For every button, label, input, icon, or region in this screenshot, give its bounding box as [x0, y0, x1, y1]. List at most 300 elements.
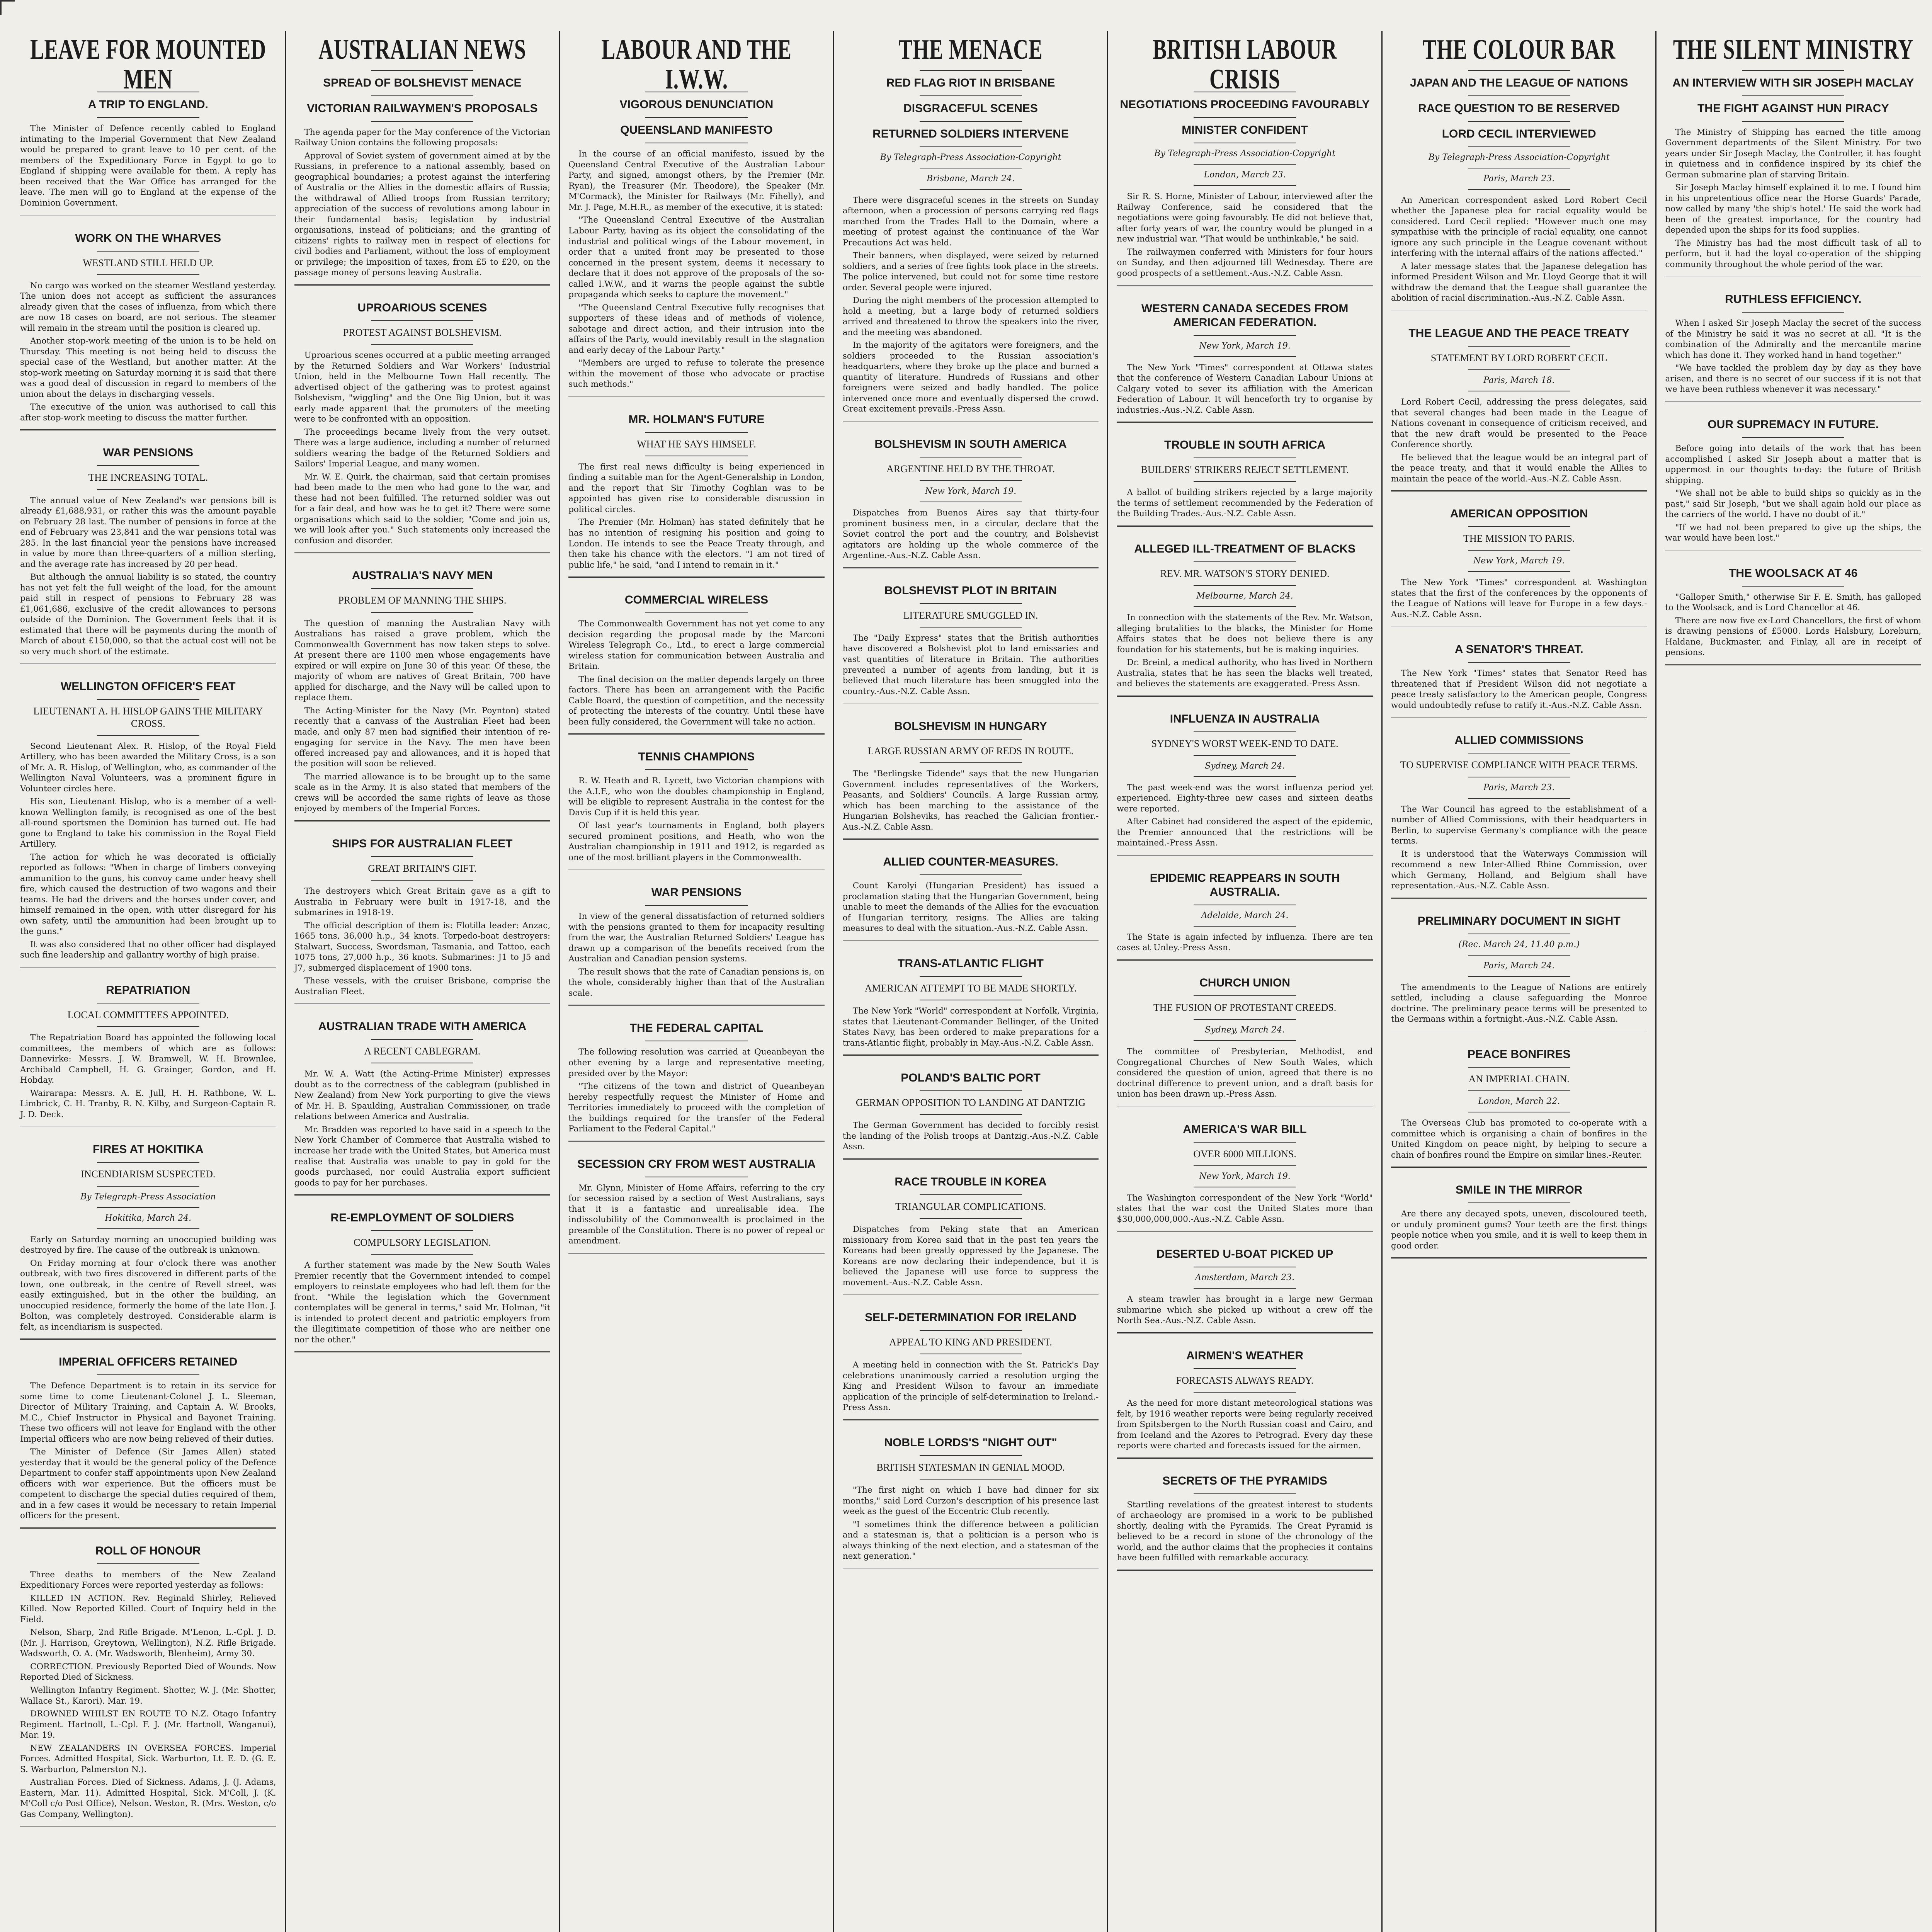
headline-rule — [1194, 117, 1296, 118]
article-subhead: WHAT HE SAYS HIMSELF. — [637, 438, 756, 450]
article-headline: AUSTRALIA'S NAVY MEN — [352, 569, 493, 582]
paragraph: No cargo was worked on the steamer Westland yesterday. The union does not accept as sufficient the assurances already given that the cases of influenza, from which there are now 18 cases on board, are not serious. The steamer will remain in the stream until the position is cleared up. — [20, 281, 276, 333]
article-headline: ALLEGED ILL-TREATMENT OF BLACKS — [1134, 542, 1355, 555]
article-separator — [843, 1054, 1099, 1056]
column-3 — [559, 31, 833, 1932]
article — [1117, 1247, 1373, 1333]
article-subhead: OVER 6000 MILLIONS. — [1193, 1148, 1296, 1160]
article-subhead: SPREAD OF BOLSHEVIST MENACE — [323, 76, 522, 89]
article — [843, 1175, 1099, 1295]
paragraph: After Cabinet had considered the aspect of the epidemic, the Premier announced that the restrictions will be maintained.-Press Assn. — [1117, 817, 1373, 848]
headline-rule — [920, 146, 1022, 147]
article-headline: LEAVE FOR MOUNTED MEN — [30, 34, 266, 95]
paragraph: These vessels, with the cruiser Brisbane, comprise the Australian Fleet. — [294, 976, 551, 997]
headline-rule — [97, 1374, 199, 1375]
paragraph: In the course of an official manifesto, issued by the Queensland Central Executive of the Australian Labour Party, and signed, amongst others, by the Premier (Mr. Ryan), the Treasurer (Mr. Theodore), the Speaker (Mr. M'Cormack), the Minister for Railways (Mr. Fihelly), and Mr. J. Page, M.H.R., as member of the executive, it is stated: — [568, 149, 825, 212]
headline-rule — [1468, 976, 1570, 977]
paragraph: The New York "Times" correspondent at Ottawa states that the conference of Western Canadian Labour Unions at Calgary voted to sever its affiliation with the American Federation of Labour. It will henceforth try to organise by industries.-Aus.-N.Z. Cable Assn. — [1117, 362, 1373, 415]
article — [843, 719, 1099, 840]
article — [1117, 542, 1373, 697]
article-separator — [1117, 285, 1373, 286]
headline-rule — [1194, 1493, 1296, 1494]
article-headline: WELLINGTON OFFICER'S FEAT — [60, 680, 236, 693]
headline-rule — [1194, 926, 1296, 927]
article-subhead: LITERATURE SMUGGLED IN. — [903, 609, 1038, 621]
article-separator — [294, 1351, 551, 1352]
article-subhead: VIGOROUS DENUNCIATION — [619, 98, 774, 111]
article-subhead: STATEMENT BY LORD ROBERT CECIL — [1430, 352, 1607, 364]
article-body — [20, 1032, 276, 1120]
headline-rule — [645, 117, 748, 118]
article-subhead: LIEUTENANT A. H. HISLOP GAINS THE MILITARY CROSS. — [33, 706, 263, 729]
article — [1117, 1474, 1373, 1571]
headline-rule — [371, 344, 473, 345]
headline-rule — [1194, 776, 1296, 777]
paragraph: Three deaths to members of the New Zealand Expeditionary Forces were reported yesterday as follows: — [20, 1570, 276, 1590]
article-separator — [568, 869, 825, 870]
headline-rule — [1194, 457, 1296, 458]
article-headline: PRELIMINARY DOCUMENT IN SIGHT — [1417, 914, 1621, 927]
paragraph: "The Queensland Central Executive fully recognises that supporters of these ideas and of methods of violence, sabotage and direct action, and their intrusion into the affairs of the Party, would inevitably result in the stagnation and early decay of the Labour Party." — [568, 303, 825, 355]
paragraph: Are there any decayed spots, uneven, discoloured teeth, or unduly prominent gums? Your teeth are the first things people notice when you smile, and it is well to keep them in good order. — [1391, 1209, 1647, 1251]
article-body — [568, 911, 825, 998]
headline-rule — [920, 480, 1022, 481]
paragraph: It was also considered that no other officer had displayed such fine leadership and gallantry worthy of high praise. — [20, 939, 276, 960]
headline-rule — [97, 1563, 199, 1564]
article-headline: SECESSION CRY FROM WEST AUSTRALIA — [577, 1157, 816, 1170]
headline-rule — [1468, 571, 1570, 572]
paragraph: Australian Forces. Died of Sickness. Adams, J. (J. Adams, Eastern, Mar. 11). Admitted Hospital, Sick. M'Coll, J. (K. M'Coll c/o Post Office), Nelson. Weston, R. (Mrs. Weston, c/o Gas Company, Wellington). — [20, 1777, 276, 1819]
article-body — [20, 123, 276, 208]
article-headline: AMERICA'S WAR BILL — [1183, 1122, 1307, 1136]
article-body — [568, 462, 825, 570]
article-headline: PEACE BONFIRES — [1467, 1048, 1571, 1061]
article-body — [568, 1047, 825, 1134]
paragraph: Mr. W. E. Quirk, the chairman, said that certain promises had been made to the men who had gone to the war, and these had not been fulfilled. The returned soldier was out for a fair deal, and how was he to get it? There were some organisations which said to the soldier, "Come and join us, we will look after you." Such statements only increased the confusion and disorder. — [294, 472, 551, 546]
article-body — [843, 1120, 1099, 1152]
article-separator — [20, 215, 276, 216]
article-separator — [1391, 898, 1647, 899]
headline-rule — [1194, 356, 1296, 357]
article — [843, 1071, 1099, 1160]
article-body — [1117, 191, 1373, 279]
paragraph: Early on Saturday morning an unoccupied building was destroyed by fire. The cause of the outbreak is unknown. — [20, 1235, 276, 1255]
article — [20, 1355, 276, 1529]
paragraph: The State is again infected by influenza. There are ten cases at Unley.-Press Assn. — [1117, 932, 1373, 953]
paragraph: Lord Robert Cecil, addressing the press delegates, said that several changes had been made in the League of Nations covenant in consequence of criticism received, and that the new draft would be presented to the Peace Conference shortly. — [1391, 397, 1647, 450]
paragraph: In connection with the statements of the Rev. Mr. Watson, alleging brutalities to the blacks, the Minister for Home Affairs states that he does not believe there is any foundation for his statements, but he is making inquiries. — [1117, 613, 1373, 655]
article-subhead: LOCAL COMMITTEES APPOINTED. — [67, 1009, 229, 1020]
article-headline: THE FEDERAL CAPITAL — [629, 1022, 764, 1035]
article-headline: TENNIS CHAMPIONS — [638, 750, 755, 764]
article-body — [294, 618, 551, 814]
article-subhead: THE FIGHT AGAINST HUN PIRACY — [1697, 102, 1889, 115]
article — [294, 1211, 551, 1352]
paragraph: The action for which he was decorated is officially reported as follows: "When in charge of limbers conveying ammunition to the guns, his convoy came under heavy shell fire, which caused the destruction of two wagons and their teams. He had the drivers and the horses under cover, and himself remained in the open, with utter disregard for his own safety, until the ammunition had been brought up to the guns." — [20, 852, 276, 937]
article-headline: WAR PENSIONS — [103, 446, 193, 459]
article — [20, 446, 276, 664]
article-subhead: By Telegraph-Press Association-Copyright — [1154, 149, 1336, 159]
headline-rule — [1194, 606, 1296, 607]
article-body — [843, 1485, 1099, 1562]
article-separator — [843, 940, 1099, 941]
article-body — [843, 633, 1099, 697]
article-body — [1391, 804, 1647, 891]
article-headline: LABOUR AND THE I.W.W. — [601, 34, 792, 95]
article — [1117, 712, 1373, 856]
article — [568, 1021, 825, 1141]
headline-rule — [371, 1254, 473, 1255]
article-headline: THE COLOUR BAR — [1422, 34, 1616, 65]
article-separator — [1391, 490, 1647, 492]
article — [294, 35, 551, 286]
article-subhead: THE MISSION TO PARIS. — [1463, 533, 1575, 544]
article — [1391, 914, 1647, 1032]
article — [1117, 302, 1373, 423]
article-subhead: AN INTERVIEW WITH SIR JOSEPH MACLAY — [1672, 76, 1914, 89]
paragraph: The Overseas Club has promoted to co-operate with a committee which is organising a chain of bonfires in the United Kingdom on peace night, by helping to secure a chain of bonfires round the Empire on similar lines.-Reuter. — [1391, 1118, 1647, 1160]
article-separator — [294, 1194, 551, 1196]
headline-rule — [1468, 550, 1570, 551]
article-headline: COMMERCIAL WIRELESS — [624, 594, 768, 607]
paragraph: As the need for more distant meteorological stations was felt, by 1916 weather reports were being regularly received from Spitsbergen to the North Russian coast and Cairo, and from Iceland and the Azores to Petrograd. Every day these reports were charted and forecasts issued for the airmen. — [1117, 1398, 1373, 1451]
headline-rule — [97, 1207, 199, 1208]
article-subhead: BUILDERS' STRIKERS REJECT SETTLEMENT. — [1141, 464, 1349, 476]
paragraph: The married allowance is to be brought up to the same scale as in the Army. It is also stated that members of the crews will be accorded the same rights of leave as those enjoyed by members of the Imperial Forces. — [294, 772, 551, 814]
article-headline: REPATRIATION — [106, 984, 190, 997]
article-subhead: THE FUSION OF PROTESTANT CREEDS. — [1153, 1002, 1337, 1013]
paragraph: The New York "Times" states that Senator Reed has threatened that if President Wilson did not negotiate a peace treaty satisfactory to the American people, Congress would undoubtedly refuse to ratify it.-Aus.-N.Z. Cable Assn. — [1391, 668, 1647, 710]
headline-rule — [97, 489, 199, 490]
headline-rule — [920, 95, 1022, 96]
article-separator — [1391, 310, 1647, 311]
article-separator — [294, 1003, 551, 1004]
article-subhead: London, March 23. — [1204, 170, 1286, 180]
article-body — [294, 127, 551, 278]
headline-rule — [1742, 586, 1844, 587]
article-subhead: TRIANGULAR COMPLICATIONS. — [895, 1201, 1046, 1212]
article-body — [568, 1183, 825, 1247]
article-headline: CHURCH UNION — [1199, 976, 1291, 989]
paragraph: Sir Joseph Maclay himself explained it to me. I found him in his unpretentious office near the Horse Guards' Parade, now called by many 'the ship's hotel.' He said the work had been of the greatest importance, for the country had depended upon the ships for its food supplies. — [1665, 183, 1922, 235]
article-body — [1665, 127, 1921, 270]
headline-rule — [97, 1162, 199, 1163]
article — [843, 957, 1099, 1056]
paragraph: The War Council has agreed to the establishment of a number of Allied Commissions, with their headquarters in Berlin, to supervise Germany's compliance with the peace terms. — [1391, 804, 1647, 846]
paragraph: "We shall not be able to build ships so quickly as in the past," said Sir Joseph, "but we shall again hold our place as the carriers of the world. I have no doubt of it." — [1665, 488, 1922, 520]
paragraph: "Galloper Smith," otherwise Sir F. E. Smith, has galloped to the Woolsack, and is Lord Chancellor at 46. — [1665, 592, 1922, 613]
article-body — [843, 508, 1099, 561]
paragraph: The question of manning the Australian Navy with Australians has raised a grave problem, which the Commonwealth Government has now taken steps to solve. At present there are 1100 men whose engagements have expired or will expire on June 30 of this year. Of these, the majority of whom are natives of Great Britain, 700 have applied for discharge, and the Navy will be called upon to replace them. — [294, 618, 551, 703]
article-subhead: DISGRACEFUL SCENES — [903, 102, 1038, 115]
paragraph: The "Berlingske Tidende" says that the new Hungarian Government includes representatives of the Workers, Peasants, and Soldiers' Councils. A large Russian army, which has been marching to the assistance of the Hungarian Bolsheviks, has reached the Galician frontier.-Aus.-N.Z. Cable Assn. — [842, 769, 1099, 832]
paragraph: There are now five ex-Lord Chancellors, the first of whom is drawing pensions of £5000. Lords Halsbury, Loreburn, Haldane, Buckmaster, and Finlay, all are in receipt of pensions. — [1665, 616, 1922, 658]
paragraph: An American correspondent asked Lord Robert Cecil whether the Japanese plea for racial equality would be considered. Lord Cecil replied: "However much one may sympathise with the principle of racial equality, one cannot ignore any such principle in the League covenant without interfering with the internal affairs of the nations affected." — [1391, 195, 1647, 259]
article — [1665, 35, 1921, 277]
headline-rule — [1194, 731, 1296, 732]
article-separator — [1117, 855, 1373, 856]
headline-rule — [1468, 369, 1570, 370]
article-body — [1117, 1500, 1373, 1563]
article-separator — [843, 567, 1099, 568]
article-separator — [1391, 717, 1647, 718]
article — [843, 437, 1099, 568]
article-separator — [568, 1005, 825, 1006]
article-subhead: A TRIP TO ENGLAND. — [88, 98, 208, 111]
article-separator — [1391, 1257, 1647, 1259]
headline-rule — [1194, 1019, 1296, 1020]
article-separator — [1117, 422, 1373, 423]
article — [294, 301, 551, 553]
article-headline: AUSTRALIAN TRADE WITH AMERICA — [318, 1020, 527, 1033]
article-separator — [1391, 1167, 1647, 1168]
article-subhead: Sydney, March 24. — [1205, 1025, 1285, 1035]
article — [843, 35, 1099, 422]
paragraph: The Commonwealth Government has not yet come to any decision regarding the proposal made by the Marconi Wireless Telegraph Co., Ltd., to erect a large commercial wireless station for communication between Australia and Britain. — [568, 619, 825, 672]
article-separator — [20, 429, 276, 430]
paragraph: The "Daily Express" states that the British authorities have discovered a Bolshevist plot to land emissaries and vast quantities of literature in Britain. The authorities prevented a number of agents from landing, but it is believed that much literature has been smuggled into the country.-Aus.-N.Z. Cable Assn. — [842, 633, 1099, 696]
paragraph: On Friday morning at four o'clock there was another outbreak, with two fires discovered in different parts of the town, one outbreak, in the centre of Revell street, was easily extinguished, but in the other the building, an unoccupied residence, formerly the home of the late Hon. J. Bolton, was completely destroyed. Considerable alarm is felt, as incendiarism is suspected. — [20, 1258, 276, 1332]
article-subhead: By Telegraph-Press Association — [80, 1192, 216, 1202]
headline-rule — [371, 320, 473, 321]
paragraph: Second Lieutenant Alex. R. Hislop, of the Royal Field Artillery, who has been awarded the Military Cross, is a son of Mr. A. R. Hislop, of Wellington, who, as commander of the Wellington Naval Volunteers, was a prominent figure in Volunteer circles here. — [20, 741, 276, 794]
article — [568, 886, 825, 1006]
column-6 — [1381, 31, 1656, 1932]
headline-rule — [1742, 437, 1844, 438]
paragraph: "The first night on which I have had dinner for six months," said Lord Curzon's description of his presence last week as the guest of the Eccentric Club recently. — [842, 1485, 1099, 1517]
article-subhead: By Telegraph-Press Association-Copyright — [1428, 152, 1610, 162]
headline-rule — [920, 1218, 1022, 1219]
article-body — [1117, 782, 1373, 849]
headline-rule — [645, 769, 748, 770]
article — [843, 584, 1099, 704]
paragraph: The final decision on the matter depends largely on three factors. There has been an arrangement with the Pacific Cable Board, the question of competition, and the necessity of protecting the interests of the country. Until these have been fully considered, the Government will take no action. — [568, 674, 825, 727]
paragraph: KILLED IN ACTION. Rev. Reginald Shirley, Relieved Killed. Now Reported Killed. Court of Inquiry held in the Field. — [20, 1593, 276, 1624]
article — [20, 680, 276, 968]
headline-rule — [1194, 585, 1296, 586]
article-subhead: GREAT BRITAIN'S GIFT. — [368, 862, 477, 874]
paragraph: Mr. Glynn, Minister of Home Affairs, referring to the cry for secession raised by a section of West Australians, says that it is a fantastic and unrealisable idea. The indissolubility of the Commonwealth is proclaimed in the preamble of the Constitution. There is no power of repeal or amendment. — [568, 1183, 825, 1246]
article-body — [843, 881, 1099, 934]
article-separator — [843, 838, 1099, 840]
headline-rule — [1468, 1202, 1570, 1203]
headline-rule — [1742, 121, 1844, 122]
paragraph: Uproarious scenes occurred at a public meeting arranged by the Returned Soldiers and War Workers' Industrial Union, held in the Melbourne Town Hall recently. The advertised object of the gathering was to protest against Bolshevism, "wiggling" and the One Big Union, but it was early made apparent that the promoters of the meeting were to be confronted with an opposition. — [294, 350, 551, 424]
article — [1391, 327, 1647, 492]
headline-rule — [97, 1026, 199, 1027]
article-body — [568, 776, 825, 863]
headline-rule — [371, 1039, 473, 1040]
article — [1391, 643, 1647, 718]
paragraph: Mr. W. A. Watt (the Acting-Prime Minister) expresses doubt as to the correctness of the cablegram (published in New Zealand) from New York purporting to give the views of Mr. H. B. Spaulding, Australian Commissioner, on trade relations between America and Australia. — [294, 1069, 551, 1122]
article-body — [1391, 397, 1647, 484]
article-body — [843, 1006, 1099, 1048]
article-subhead: FORECASTS ALWAYS READY. — [1176, 1374, 1314, 1386]
article-subhead: (Rec. March 24, 11.40 p.m.) — [1458, 939, 1580, 949]
paragraph: A meeting held in connection with the St. Patrick's Day celebrations unanimously carried a resolution urging the King and President Wilson to favour an immediate application of the principle of self-determination to Ireland.-Press Assn. — [842, 1360, 1099, 1413]
paragraph: "The citizens of the town and district of Queanbeyan hereby respectfully request the Minister of Home and Territories immediately to proceed with the completion of the buildings required for the transfer of the Federal Parliament to the Federal Capital." — [568, 1082, 825, 1134]
paragraph: Their banners, when displayed, were seized by returned soldiers, and a series of free fights took place in the streets. The police intervened, but could not for some time restore order. Several people were injured. — [842, 251, 1099, 293]
paragraph: The result shows that the rate of Canadian pensions is, on the whole, considerably higher than that of the Australian scale. — [568, 967, 825, 998]
paragraph: Wellington Infantry Regiment. Shotter, W. J. (Mr. Shotter, Wallace St., Karori). Mar. 19. — [20, 1685, 276, 1706]
headline-rule — [1194, 1040, 1296, 1041]
article-separator — [1117, 1458, 1373, 1459]
article-body — [1391, 195, 1647, 304]
headline-rule — [1194, 755, 1296, 756]
headline-rule — [97, 735, 199, 736]
article-body — [1117, 1294, 1373, 1326]
article — [843, 855, 1099, 941]
article-headline: WAR PENSIONS — [651, 886, 742, 899]
article-headline: BOLSHEVISM IN SOUTH AMERICA — [874, 438, 1067, 451]
paragraph: The Acting-Minister for the Navy (Mr. Poynton) stated recently that a canvass of the Australian Fleet had been made, and only 87 men had signified their intention of re-engaging for service in the Navy. The men have been offered increased pay and allowances, and it is hoped that the position will soon be relieved. — [294, 706, 551, 769]
paragraph: NEW ZEALANDERS IN OVERSEA FORCES. Imperial Forces. Admitted Hospital, Sick. Warburton, Lt. E. D. (G. E. S. Warburton, Palmerston N.). — [20, 1743, 276, 1774]
article-headline: AUSTRALIAN NEWS — [318, 34, 526, 65]
headline-rule — [1468, 346, 1570, 347]
headline-rule — [920, 1455, 1022, 1456]
paragraph: A steam trawler has brought in a large new German submarine which she picked up without a crew off the North Sea.-Aus.-N.Z. Cable Assn. — [1117, 1294, 1373, 1326]
article-subhead: London, March 22. — [1478, 1097, 1560, 1107]
column-2 — [285, 31, 559, 1932]
paragraph: The railwaymen conferred with Ministers for four hours on Sunday, and then adjourned till Wednesday. There are good prospects of a settlement.-Aus.-N.Z. Cable Assn. — [1117, 247, 1373, 278]
article-subhead: Brisbane, March 24. — [927, 173, 1015, 184]
paragraph: It is understood that the Waterways Commission will recommend a new Inter-Allied Rhine Commission, over which Germany, Holland, and Belgium shall have representation.-Aus.-N.Z. Cable Assn. — [1391, 849, 1647, 891]
article-body — [1117, 1193, 1373, 1225]
article-separator — [568, 733, 825, 735]
article-subhead: BRITISH STATESMAN IN GENIAL MOOD. — [876, 1461, 1065, 1473]
headline-rule — [1468, 955, 1570, 956]
article — [1117, 976, 1373, 1107]
headline-rule — [645, 612, 748, 613]
article-subhead: WESTLAND STILL HELD UP. — [83, 257, 214, 269]
article-headline: POLAND'S BALTIC PORT — [901, 1071, 1041, 1085]
paragraph: The committee of Presbyterian, Methodist, and Congregational Churches of New South Wales, which considered the question of union, agreed that there is no doctrinal difference to prevent union, and a draft basis for union has been drawn up.-Press Assn. — [1117, 1047, 1373, 1099]
article-body — [568, 619, 825, 727]
article-subhead: RED FLAG RIOT IN BRISBANE — [886, 76, 1055, 89]
paragraph: The first real news difficulty is being experienced in finding a suitable man for the Agent-Generalship in London, and the report that Sir Timothy Coghlan was to be appointed has given rise to considerable discussion in political circles. — [568, 462, 825, 514]
article-subhead: LORD CECIL INTERVIEWED — [1442, 127, 1596, 140]
headline-rule — [1468, 146, 1570, 147]
headline-rule — [97, 117, 199, 118]
paragraph: There were disgraceful scenes in the streets on Sunday afternoon, when a procession of persons carrying red flags marched from the Trades Hall to the Domain, where a meeting of protest against the continuance of the War Precautions Act was held. — [842, 195, 1099, 248]
paragraph: The amendments to the League of Nations are entirely settled, including a clause safeguarding the Monroe doctrine. The preliminary peace terms will be presented to the Germans within a fortnight.-Aus.-N.Z. Cable Assn. — [1391, 982, 1647, 1024]
paragraph: His son, Lieutenant Hislop, who is a member of a well-known Wellington family, is recognised as one of the best all-round sportsmen the Dominion has turned out. He had gone to England to take his commission in the Royal Field Artillery. — [20, 797, 276, 849]
article-subhead: New York, March 19. — [1199, 341, 1291, 351]
paragraph: CORRECTION. Previously Reported Died of Wounds. Now Reported Died of Sickness. — [20, 1662, 276, 1682]
headline-rule — [920, 1479, 1022, 1480]
article-separator — [568, 396, 825, 397]
article-separator — [1391, 626, 1647, 627]
paragraph: When I asked Sir Joseph Maclay the secret of the success of the Ministry he said it was no secret at all. "It is the combination of the Admiralty and the mercantile marine which has done it. They worked hand in hand together." — [1665, 318, 1922, 360]
article-headline: THE MENACE — [898, 34, 1043, 65]
article-headline: TROUBLE IN SOUTH AFRICA — [1164, 439, 1326, 452]
article — [20, 1143, 276, 1340]
article-separator — [843, 1294, 1099, 1295]
article-body — [1391, 577, 1647, 620]
paragraph: The past week-end was the worst influenza period yet experienced. Eighty-three new cases and sixteen deaths were reported. — [1117, 782, 1373, 814]
article — [1117, 871, 1373, 961]
article-headline: THE LEAGUE AND THE PEACE TREATY — [1408, 327, 1630, 340]
article-separator — [1117, 959, 1373, 961]
article-separator — [843, 1419, 1099, 1420]
article-body — [294, 1069, 551, 1188]
article-headline: BOLSHEVIST PLOT IN BRITAIN — [884, 584, 1057, 597]
article-body — [1117, 362, 1373, 416]
headline-rule — [1194, 1142, 1296, 1143]
article — [20, 1544, 276, 1827]
headline-rule — [920, 603, 1022, 604]
article-separator — [1117, 526, 1373, 527]
article-subhead: New York, March 19. — [925, 486, 1017, 497]
article-subhead: SYDNEY'S WORST WEEK-END TO DATE. — [1151, 738, 1338, 749]
headline-rule — [1194, 561, 1296, 562]
article-headline: RE-EMPLOYMENT OF SOLDIERS — [330, 1211, 514, 1225]
paragraph: The Minister of Defence recently cabled to England intimating to the Imperial Government that New Zealand would be prepared to grant leave to 10 per cent. of the members of the Expeditionary Force in Egypt to go to England if shipping were available for them. A reply has been received that the War Office has arranged for the leave. The men will go to England at the expense of the Dominion Government. — [20, 124, 276, 208]
headline-rule — [1742, 312, 1844, 313]
article-subhead: A RECENT CABLEGRAM. — [364, 1046, 481, 1057]
headline-rule — [1194, 995, 1296, 996]
article — [1391, 733, 1647, 898]
headline-rule — [920, 739, 1022, 740]
paragraph: Sir R. S. Horne, Minister of Labour, interviewed after the Railway Conference, said he considered that the negotiations were going favourably. He did not believe that, after forty years of war, the country would be plunged in a new industrial war. "That would be unthinkable," he said. — [1117, 192, 1373, 244]
article-separator — [568, 577, 825, 578]
article — [20, 983, 276, 1127]
paragraph: Dispatches from Peking state that an American missionary from Korea said that in the past ten years the Koreans had been greatly oppressed by the Japanese. The Koreans are now declaring their independence, but it is believed the Japanese will use force to suppress the movement.-Aus.-N.Z. Cable Assn. — [842, 1225, 1099, 1287]
headline-rule — [1468, 189, 1570, 190]
headline-rule — [371, 588, 473, 589]
headline-rule — [645, 432, 748, 433]
article-body — [20, 281, 276, 423]
article-subhead: AMERICAN ATTEMPT TO BE MADE SHORTLY. — [864, 982, 1077, 994]
paragraph: The executive of the union was authorised to call this after stop-work meeting to discuss the matter further. — [20, 402, 276, 423]
headline-rule — [1194, 1165, 1296, 1166]
paragraph: The annual value of New Zealand's war pensions bill is already £1,688,931, or rather this was the amount payable on February 28 last. The number of pensions in force at the end of February was 23,841 and the war pensions total was 285. In the last financial year the pensions have increased in value by more than three-quarters of a million sterling, and the average rate has increased by 20 per head. — [20, 495, 276, 569]
article-separator — [20, 1126, 276, 1127]
article — [568, 35, 825, 397]
article — [20, 231, 276, 431]
paragraph: A ballot of building strikers rejected by a large majority the terms of settlement recommended by the Federation of the Building Trades.-Aus.-N.Z. Cable Assn. — [1117, 488, 1373, 519]
paragraph: Nelson, Sharp, 2nd Rifle Brigade. M'Lenon, L.-Cpl. J. D. (Mr. J. Harrison, Greytown, Wellington), N.Z. Rifle Brigade. Wadsworth, O. A. (Mr. Wadsworth, Blenheim), Army 30. — [20, 1628, 276, 1659]
article — [1117, 1349, 1373, 1459]
paragraph: Count Karolyi (Hungarian President) has issued a proclamation stating that the Hungarian Government, being unable to meet the demands of the Allies for the evacuation of Hungarian territory, resigns. The Allies are taking measures to deal with the situation.-Aus.-N.Z. Cable Assn. — [842, 881, 1099, 934]
article-body — [1665, 592, 1921, 658]
article-separator — [20, 1527, 276, 1529]
paragraph: R. W. Heath and R. Lycett, two Victorian champions with the A.I.F., who won the doubles championship in England, will be eligible to represent Australia in the contest for the Davis Cup if it is held this year. — [568, 776, 825, 818]
headline-rule — [920, 1114, 1022, 1115]
headline-rule — [1468, 1090, 1570, 1091]
article-headline: RACE TROUBLE IN KOREA — [895, 1175, 1047, 1188]
paragraph: The destroyers which Great Britain gave as a gift to Australia in February were built in 1917-18, and the submarines in 1918-19. — [294, 886, 551, 918]
article-headline: SHIPS FOR AUSTRALIAN FLEET — [332, 837, 513, 850]
article — [568, 1157, 825, 1254]
paragraph: The Minister of Defence (Sir James Allen) stated yesterday that it would be the general policy of the Defence Department to confer staff appointments upon New Zealand officers with war experience. But the officers must be competent to discharge the special duties required of them, and in a few cases it would be necessary to retain Imperial officers for the present. — [20, 1447, 276, 1521]
article-subhead: QUEENSLAND MANIFESTO — [620, 124, 773, 137]
paragraph: The Repatriation Board has appointed the following local committees, the members of which are as follows: Dannevirke: Messrs. J. W. Bramwell, W. H. Brownlee, Archibald Campbell, H. G. Grainger, Gordon, and H. Hobday. — [20, 1033, 276, 1085]
headline-rule — [1468, 121, 1570, 122]
article-separator — [568, 1141, 825, 1142]
headline-rule — [371, 856, 473, 857]
article-subhead: Paris, March 23. — [1483, 173, 1555, 184]
headline-rule — [920, 121, 1022, 122]
article — [1117, 35, 1373, 286]
headline-rule — [645, 905, 748, 906]
article-subhead: PROBLEM OF MANNING THE SHIPS. — [338, 595, 507, 606]
paragraph: Startling revelations of the greatest interest to students of archaeology are promised in a work to be published shortly, dealing with the Pyramids. The Great Pyramid is believed to be a record in stone of the chronology of the world, and the author claims that the prophecies it contains have been fulfilled with remarkable accuracy. — [1117, 1500, 1373, 1563]
article-separator — [1665, 401, 1921, 402]
headline-rule — [1194, 185, 1296, 186]
article-subhead: Paris, March 23. — [1483, 782, 1555, 793]
article-headline: BRITISH LABOUR CRISIS — [1153, 34, 1337, 95]
